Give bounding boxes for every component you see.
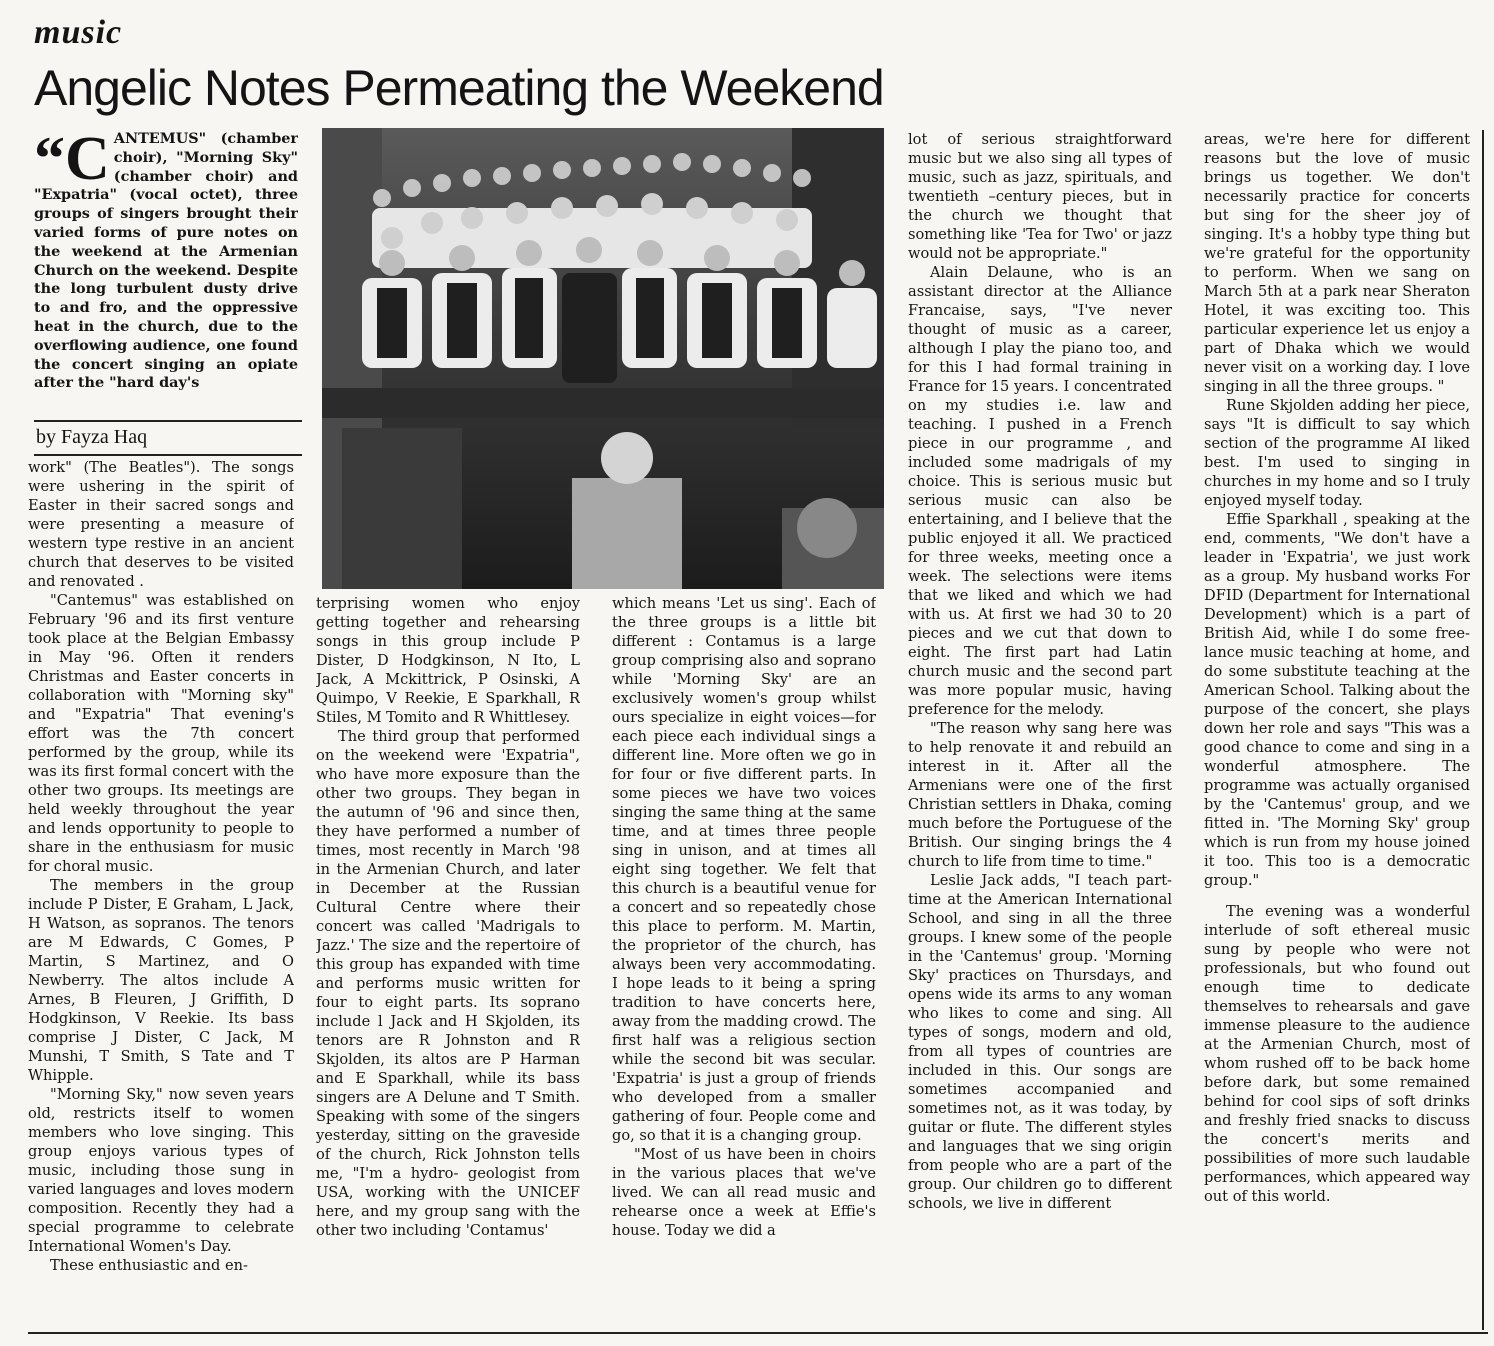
paragraph: which means 'Let us sing'. Each of the three groups is a little bit different : Contamus is a large group comprising also and soprano while 'Morning Sky' are an exclusively women's group whilst ours specialize in eight voices—for each piece each individual sings a different line. More often we go in for four or five different parts. In some pieces we have two voices singing the same thing at the same time, and at times three people sing in unison, and at times all eight sing together. We felt that this church is a beautiful venue for a concert and so repeatedly chose this place to perform. M. Martin, the proprietor of the church, has always been very accommodating. I hope leads to it being a spring tradition to have concerts here, away from the madding crowd. The first half was a religious section while the second bit was secular. 'Expatria' is just a group of friends who developed from a smaller gathering of four. People come and go, so that it is a changing group.	[612, 595, 876, 1144]
paragraph: "The reason why sang here was to help renovate it and rebuild an interest in it. After all the Armenians were one of the first Christian settlers in Dhaka, coming much before the Portuguese of the British. Our singing brings the 4 church to life from time to time."	[908, 720, 1172, 870]
paragraph: lot of serious straightforward music but we also sing all types of music, such as jazz, spirituals, and twentieth –century pieces, but in the church we thought that something like 'Tea for Two' or jazz would not be appropriate."	[908, 131, 1172, 262]
column-2	[316, 594, 580, 1318]
paragraph: "Morning Sky," now seven years old, restricts itself to women members who love singing. This group enjoys various types of music, including those sung in varied languages and loves modern composition. Recently they had a special programme to celebrate International Women's Day.	[28, 1086, 294, 1255]
headline: Angelic Notes Permeating the Weekend	[34, 60, 884, 116]
column-3	[612, 594, 876, 1318]
choir-photo-icon	[322, 128, 884, 589]
paragraph: "Cantemus" was established on February '96 and its first venture took place at the Belgian Embassy in May '96. Often it renders Christmas and Easter concerts in collaboration with "Morning sky" and "Expatria" That evening's effort was the 7th concert performed by the group, while its was its first formal concert with the other two groups. Its meetings are held weekly throughout the year and lends opportunity to people to share in the enthusiasm for music for choral music.	[28, 592, 294, 875]
paragraph: The evening was a wonderful interlude of soft ethereal music sung by people who were not professionals, but who found out enough time to dedicate themselves to rehearsals and gave immense pleasure to the audience at the Armenian Church, most of whom rushed off to be back home before dark, but some remained behind for cool sips of soft drinks and freshly fried snacks to discuss the concert's merits and possibilities of more such laudable performances, which appeared way out of this world.	[1204, 903, 1470, 1205]
column-4	[908, 130, 1172, 1320]
paragraph: Leslie Jack adds, "I teach part-time at the American International School, and sing in all the three groups. I knew some of the people in the 'Cantemus' group. 'Morning Sky' practices on Thursdays, and opens wide its arms to any woman who likes to come and sing. All types of songs, modern and old, from all types of countries are included in this. Our songs are sometimes accompanied and sometimes not, as it was today, by guitar or flute. The different styles and languages that we sing origin from people who are a part of the group. Our children go to different schools, we live in different	[908, 872, 1172, 1212]
paragraph: terprising women who enjoy getting together and rehearsing songs in this group include P Dister, D Hodgkinson, N Ito, L Jack, A Mckittrick, P Osinski, A Quimpo, V Reekie, E Sparkhall, R Stiles, M Tomito and R Whittlesey.	[316, 595, 580, 726]
bottom-rule	[28, 1332, 1488, 1334]
paragraph: areas, we're here for different reasons but the love of music brings us together. We don't necessarily practice for concerts but sing for the sheer joy of singing. It's a hobby type thing but we're grateful for the opportunity to perform. When we sang on March 5th at a park near Sheraton Hotel, it was exciting too. This particular experience let us enjoy a part of Dhaka which we would never visit on a working day. I love singing in all the three groups. "	[1204, 131, 1470, 395]
byline: by Fayza Haq	[34, 420, 302, 456]
drop-cap: “C	[34, 130, 110, 193]
paragraph: Rune Skjolden adding her piece, says "It is difficult to say which section of the programme AI liked best. I'm used to singing in churches in my home and so I truly enjoyed myself today.	[1204, 397, 1470, 509]
paragraph: These enthusiastic and en-	[50, 1257, 248, 1274]
right-rule	[1482, 130, 1484, 1330]
intro-text: ANTEMUS" (chamber choir), "Morning Sky" (chamber choir) and "Expatria" (vocal octet), three groups of singers brought their varied forms of pure notes on the weekend at the Armenian Church on the weekend. Despite the long turbulent dusty drive to and fro, and the oppressive heat in the church, due to the overflowing audience, one found the concert singing an opiate after the "hard day's	[34, 130, 298, 392]
column-1-intro	[34, 130, 298, 414]
column-1	[28, 458, 294, 1318]
paragraph: Effie Sparkhall , speaking at the end, comments, "We don't have a leader in 'Expatria', we just work as a group. My husband works For DFID (Department for International Development) which is a part of British Aid, while I do some free-lance music teaching at home, and do some substitute teaching at the American School. Talking about the purpose of the concert, she plays down her role and says "This was a good chance to come and sing in a wonderful atmosphere. The programme was actually organised by the 'Cantemus' group, and we fitted in. 'The Morning Sky' group which is run from my house joined it too. This too is a democratic group."	[1204, 511, 1470, 889]
paragraph: The third group that performed on the weekend were 'Expatria", who have more exposure than the other two groups. They began in the autumn of '96 and since then, they have performed a number of times, most recently in March '98 in the Armenian Church, and later in December at the Russian Cultural Centre where their concert was called 'Madrigals to Jazz.' The size and the repertoire of this group has expanded with time and performs music written for four to eight parts. Its soprano include l Jack and H Skjolden, its tenors are R Johnston and R Skjolden, its altos are P Harman and E Sparkhall, while its bass singers are A Delune and T Smith. Speaking with some of the singers yesterday, sitting on the graveside of the church, Rick Johnston tells me, "I'm a hydro- geologist from USA, working with the UNICEF here, and my group sang with the other two including 'Contamus'	[316, 728, 580, 1239]
paragraph: The members in the group include P Dister, E Graham, L Jack, H Watson, as sopranos. The tenors are M Edwards, C Gomes, P Martin, S Martinez, and O Newberry. The altos include A Arnes, B Fleuren, J Griffith, D Hodgkinson, V Reekie. Its bass comprise J Dister, C Jack, M Munshi, T Smith, S Tate and T Whipple.	[28, 877, 294, 1084]
paragraph: Alain Delaune, who is an assistant director at the Alliance Francaise, says, "I've never thought of music as a career, although I play the piano too, and for this I had formal training in France for 15 years. I concentrated on my studies i.e. law and teaching. I pushed in a French piece in our programme , and included some madrigals of my choice. This is serious music but serious music can also be entertaining, and I believe that the public enjoyed it all. We practiced for three weeks, meeting once a week. The selections were items that we liked and which we had with us. At first we had 30 to 20 pieces and we cut that down to eight. The first part had Latin church music and the second part was more popular music, having preference for the melody.	[908, 264, 1172, 718]
column-5	[1204, 130, 1470, 1320]
section-label: music	[34, 14, 123, 51]
paragraph: "Most of us have been in choirs in the various places that we've lived. We can all read music and rehearse once a week at Effie's house. Today we did a	[612, 1146, 876, 1239]
choir-photo	[322, 128, 884, 589]
paragraph: work" (The Beatles"). The songs were ushering in the spirit of Easter in their sacred songs and were presenting a measure of western type restive in an ancient church that deserves to be visited and renovated .	[28, 459, 294, 590]
